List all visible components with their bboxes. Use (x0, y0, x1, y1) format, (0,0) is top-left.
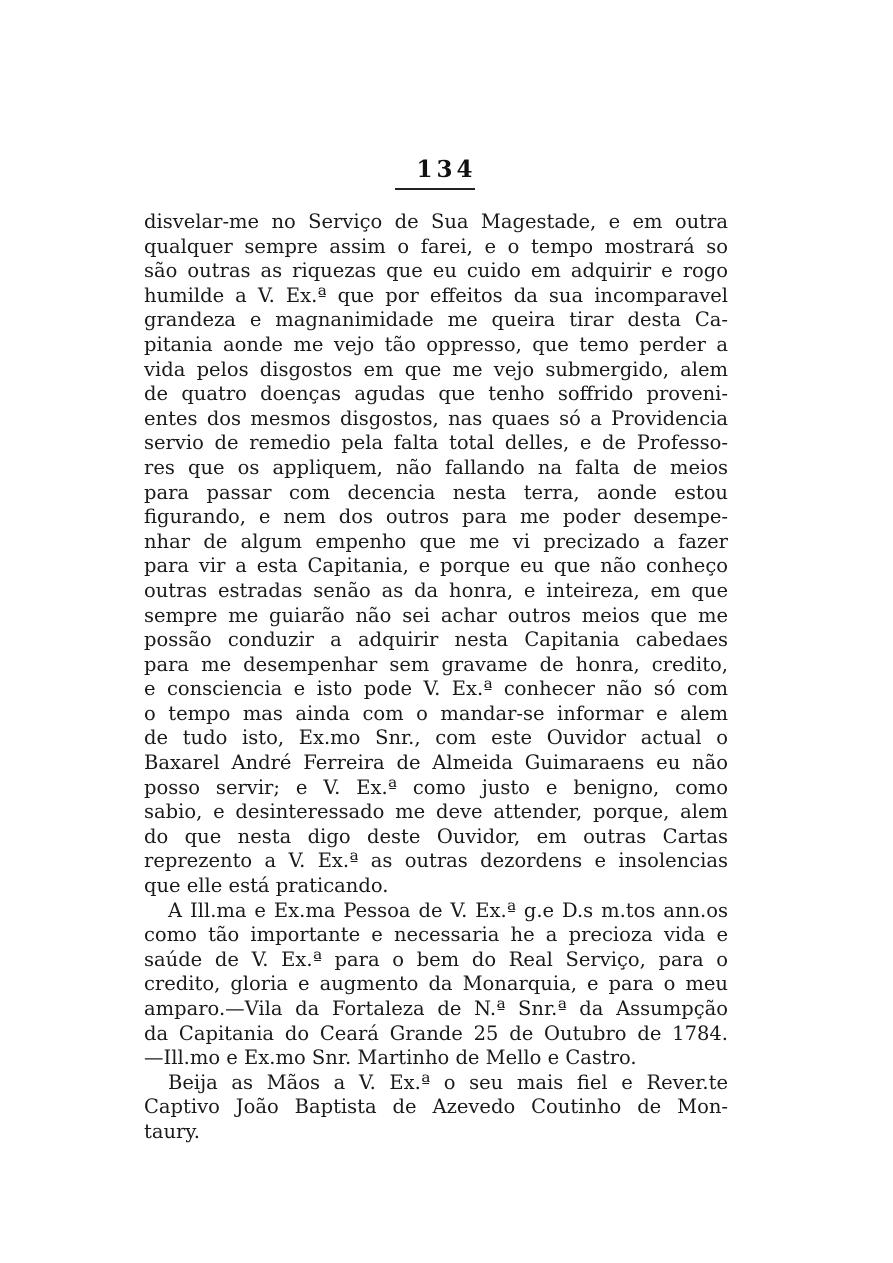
text-line: credito, gloria e augmento da Monarquia, e para o meu (144, 972, 728, 996)
text-line: Baxarel André Ferreira de Almeida Guimaraens eu não (144, 751, 728, 775)
page-number-underline (395, 188, 475, 190)
text-line: reprezento a V. Ex.ª as outras dezordens e insolencias (144, 849, 728, 873)
letter-body (144, 210, 728, 1145)
text-line: de quatro doenças agudas que tenho soffrido proveni- (144, 382, 728, 406)
text-line: Beija as Mãos a V. Ex.ª o seu mais fiel e Rever.te (168, 1070, 728, 1094)
text-line: pitania aonde me vejo tão oppresso, que temo perder a (144, 332, 728, 356)
text-line: possão conduzir a adquirir nesta Capitania cabedaes (144, 628, 728, 652)
text-line: vida pelos disgostos em que me vejo submergido, alem (144, 357, 728, 381)
text-line: res que os appliquem, não fallando na falta de meios (144, 455, 728, 479)
text-line: —Ill.mo e Ex.mo Snr. Martinho de Mello e Castro. (144, 1046, 637, 1070)
text-line: qualquer sempre assim o farei, e o tempo mostrará so (144, 234, 728, 258)
page-number: 134 (416, 156, 477, 183)
text-line: disvelar-me no Serviço de Sua Magestade, e em outra (144, 210, 728, 233)
text-line: para passar com decencia nesta terra, aonde estou (144, 480, 728, 504)
text-line: do que nesta digo deste Ouvidor, em outras Cartas (144, 824, 728, 848)
text-line: entes dos mesmos disgostos, nas quaes só a Providencia (144, 406, 728, 430)
text-line: sabio, e desinteressado me deve attender, porque, alem (144, 800, 728, 824)
text-line: nhar de algum empenho que me vi precizado a fazer (144, 529, 728, 553)
text-line: para me desempenhar sem gravame de honra, credito, (144, 652, 728, 676)
text-line: são outras as riquezas que eu cuido em adquirir e rogo (144, 259, 728, 283)
text-line: servio de remedio pela falta total delles, e de Professo- (144, 431, 728, 455)
text-line: o tempo mas ainda com o mandar-se informar e alem (144, 701, 728, 725)
text-line: posso servir; e V. Ex.ª como justo e benigno, como (144, 775, 728, 799)
text-line: A Ill.ma e Ex.ma Pessoa de V. Ex.ª g.e D.s m.tos ann.os (168, 898, 728, 922)
text-line: para vir a esta Capitania, e porque eu que não conheço (144, 554, 728, 578)
text-line: da Capitania do Ceará Grande 25 de Outubro de 1784. (144, 1021, 728, 1045)
text-line: grandeza e magnanimidade me queira tirar desta Ca- (144, 308, 728, 332)
text-line: taury. (144, 1119, 200, 1143)
text-line: e consciencia e isto pode V. Ex.ª conhecer não só com (144, 677, 728, 701)
text-line: outras estradas senão as da honra, e inteireza, em que (144, 578, 728, 602)
text-line: como tão importante e necessaria he a precioza vida e (144, 923, 728, 947)
text-line: amparo.—Vila da Fortaleza de N.ª Snr.ª da Assumpção (144, 997, 728, 1020)
text-line: que elle está praticando. (144, 874, 389, 898)
text-line: Captivo João Baptista de Azevedo Coutinho de Mon- (144, 1095, 728, 1119)
text-line: humilde a V. Ex.ª que por effeitos da sua incomparavel (144, 283, 728, 307)
text-line: saúde de V. Ex.ª para o bem do Real Serviço, para o (144, 947, 728, 971)
text-line: de tudo isto, Ex.mo Snr., com este Ouvidor actual o (144, 726, 728, 750)
text-line: figurando, e nem dos outros para me poder desempe- (144, 505, 728, 529)
text-line: sempre me guiarão não sei achar outros meios que me (144, 603, 728, 627)
